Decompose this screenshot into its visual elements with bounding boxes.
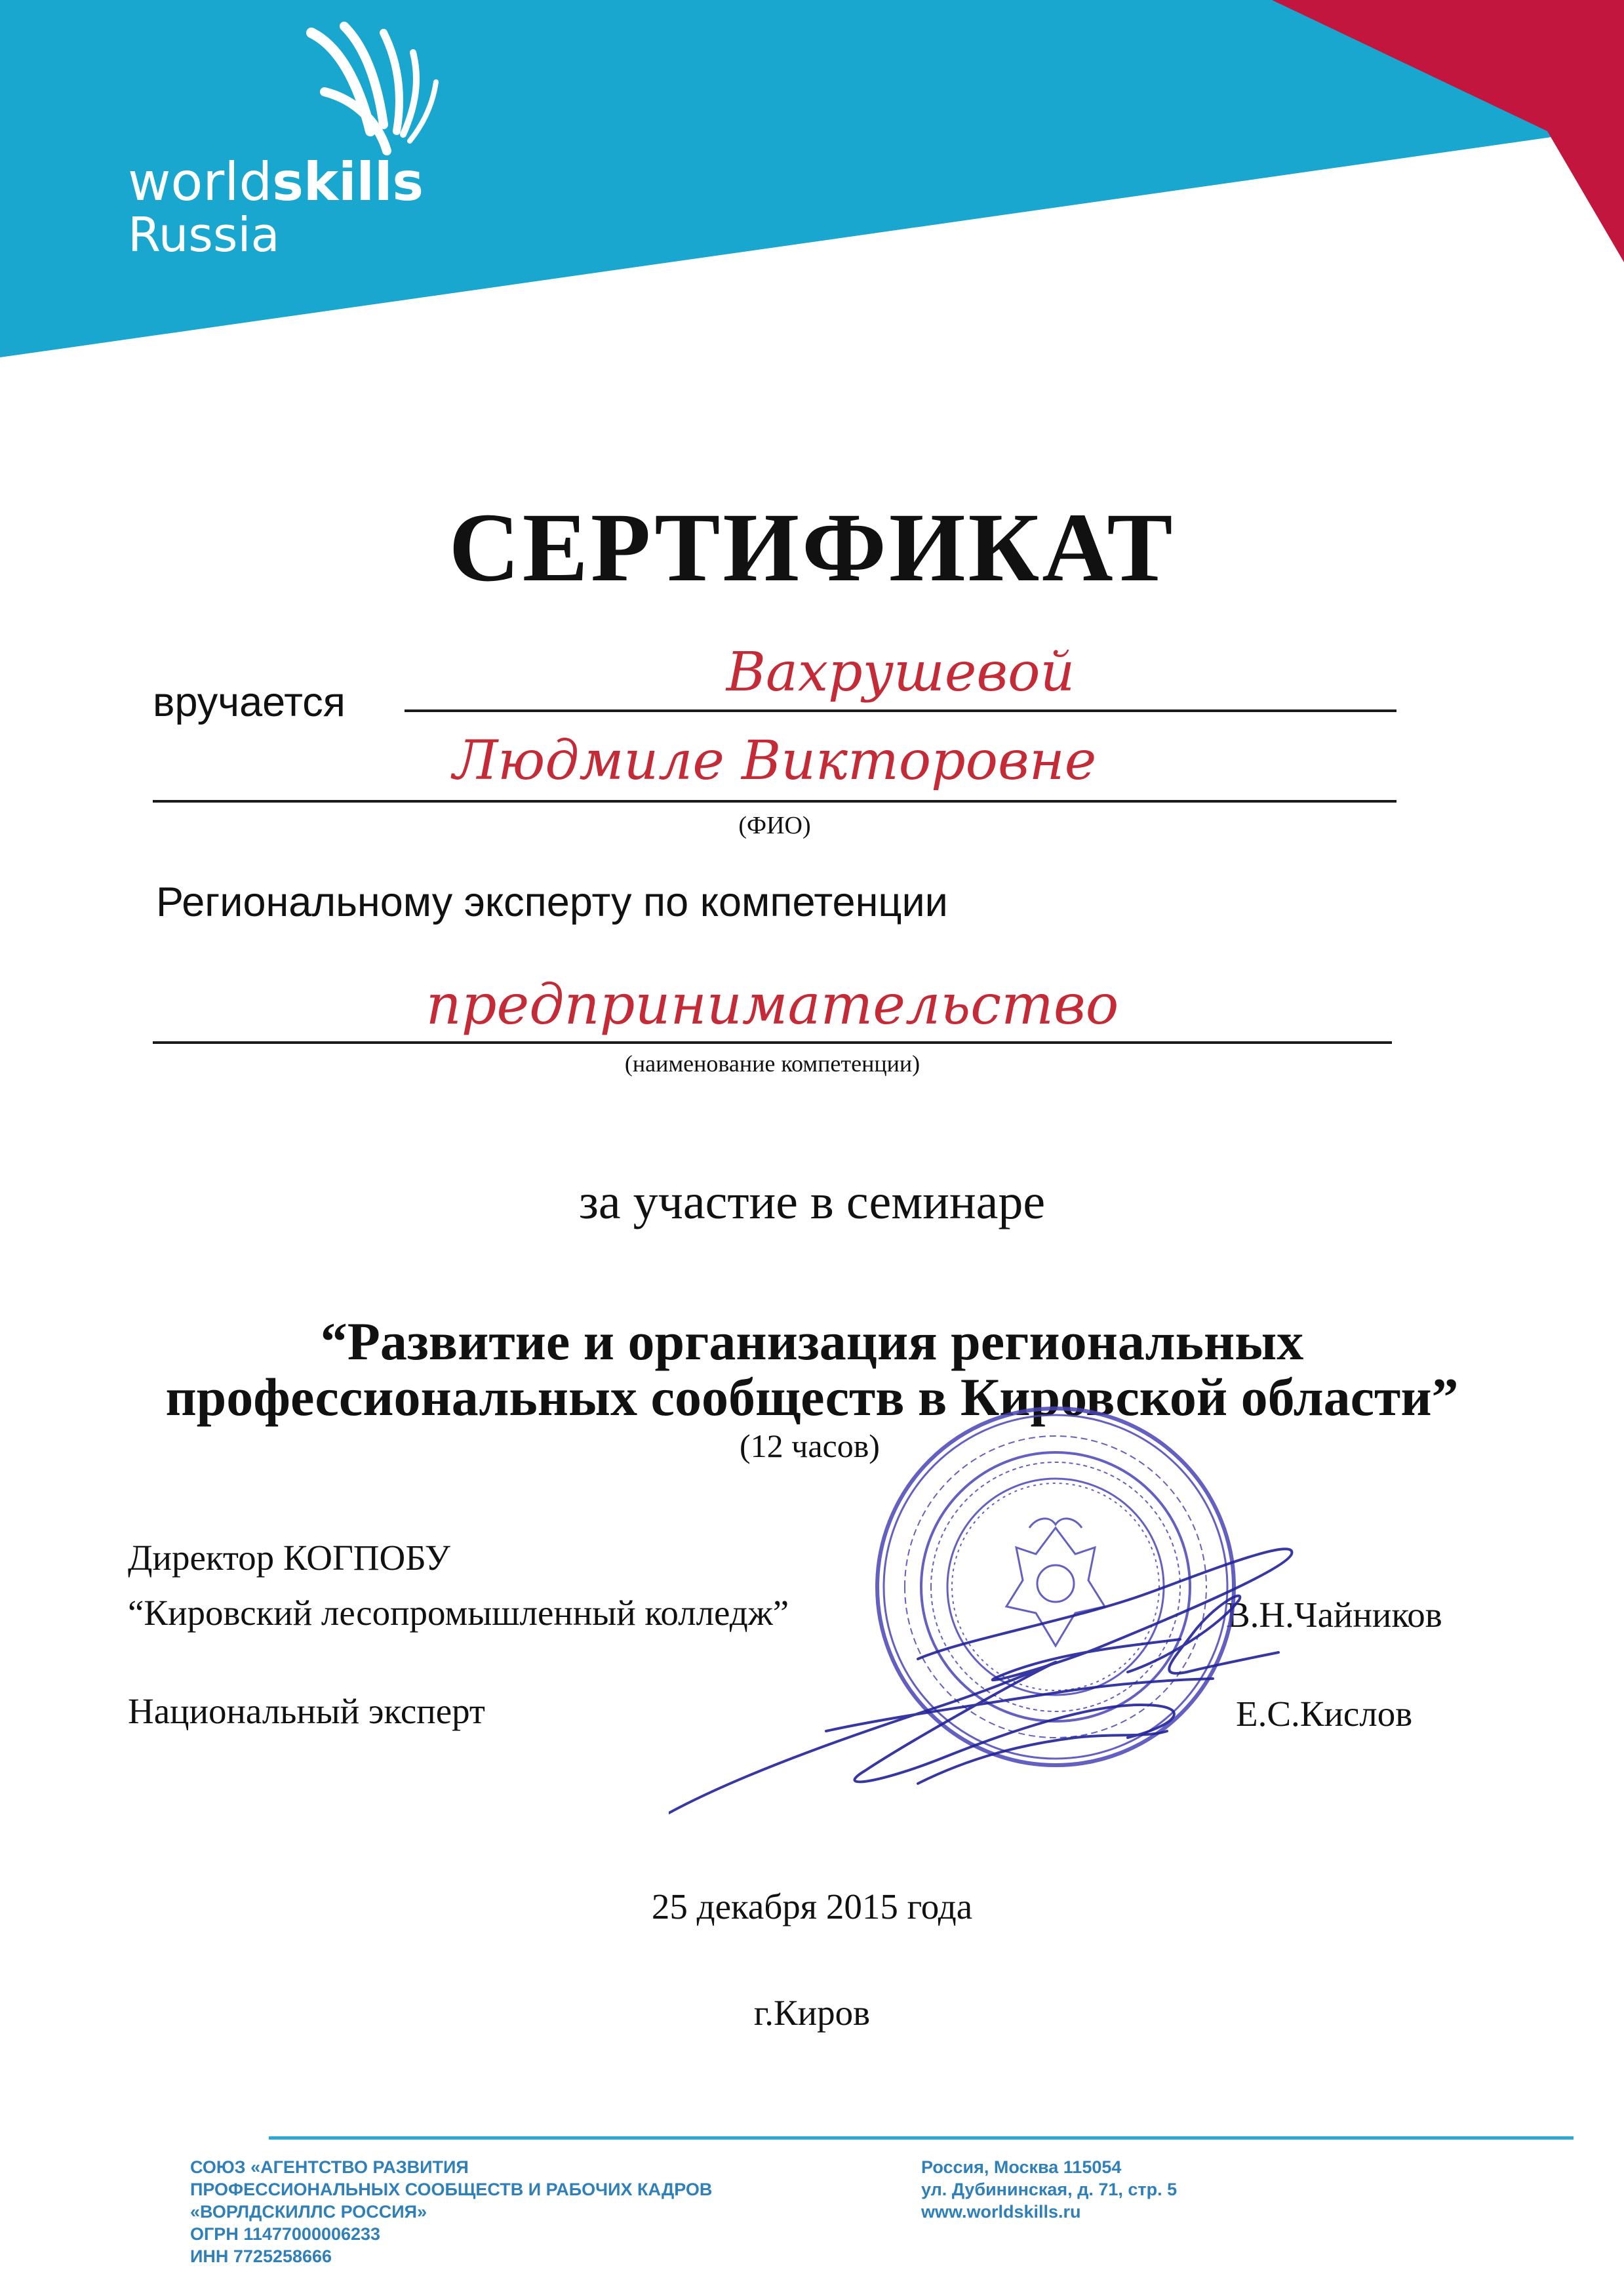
director-name: В.Н.Чайников [1226,1595,1442,1635]
brand-world: world [128,151,273,212]
seminar-hours: (12 часов) [740,1427,880,1464]
role-text: Региональному эксперту по компетенции [156,879,948,925]
director-title-line2: “Кировский лесопромышленный колледж” [128,1593,789,1633]
footer-org-line: СОЮЗ «АГЕНТСТВО РАЗВИТИЯ [190,2157,469,2177]
recipient-surname: Вахрушевой [726,641,1075,704]
brand-logo [128,151,424,212]
footer-divider [269,2136,1574,2140]
issue-city: г.Киров [753,1993,871,2033]
name-underline [153,800,1396,803]
recipient-name: Людмиле Викторовне [452,730,1097,792]
footer-org-line: ОГРН 11477000006233 [190,2224,381,2244]
expert-name: Е.С.Кислов [1236,1694,1413,1734]
footer-org-line: ПРОФЕССИОНАЛЬНЫХ СООБЩЕСТВ И РАБОЧИХ КАДРОВ [190,2180,713,2199]
footer-address [921,2156,1177,2223]
seminar-title-line1: “Развитие и организация региональных [320,1311,1304,1371]
name-caption: (ФИО) [738,812,811,839]
footer-organization [190,2156,712,2267]
director-title-line1: Директор КОГПОБУ [128,1538,450,1578]
issue-date: 25 декабря 2015 года [651,1886,973,1926]
footer-org-line: «ВОРЛДСКИЛЛС РОССИЯ» [190,2202,427,2222]
handwritten-signatures [669,1508,1324,1836]
participation-text: за участие в семинаре [578,1174,1046,1229]
seminar-title-line2: профессиональных сообществ в Кировской области” [165,1367,1459,1427]
footer-address-line: Россия, Москва 115054 [921,2157,1122,2177]
surname-underline [405,709,1396,712]
brand-region: Russia [128,207,280,262]
worldskills-swirl-icon [298,20,449,170]
footer-org-line: ИНН 7725258666 [190,2246,332,2266]
footer-address-line: ул. Дубининская, д. 71, стр. 5 [921,2180,1178,2199]
footer-website-link[interactable]: www.worldskills.ru [921,2202,1081,2222]
certificate-title: СЕРТИФИКАТ [448,493,1176,602]
competence-underline [153,1041,1392,1044]
awarded-label: вручается [153,679,346,725]
brand-skills: skills [272,151,424,212]
expert-title: Национальный эксперт [128,1691,485,1731]
competence-value: предпринимательство [426,972,1119,1037]
competence-caption: (наименование компетенции) [624,1050,921,1077]
